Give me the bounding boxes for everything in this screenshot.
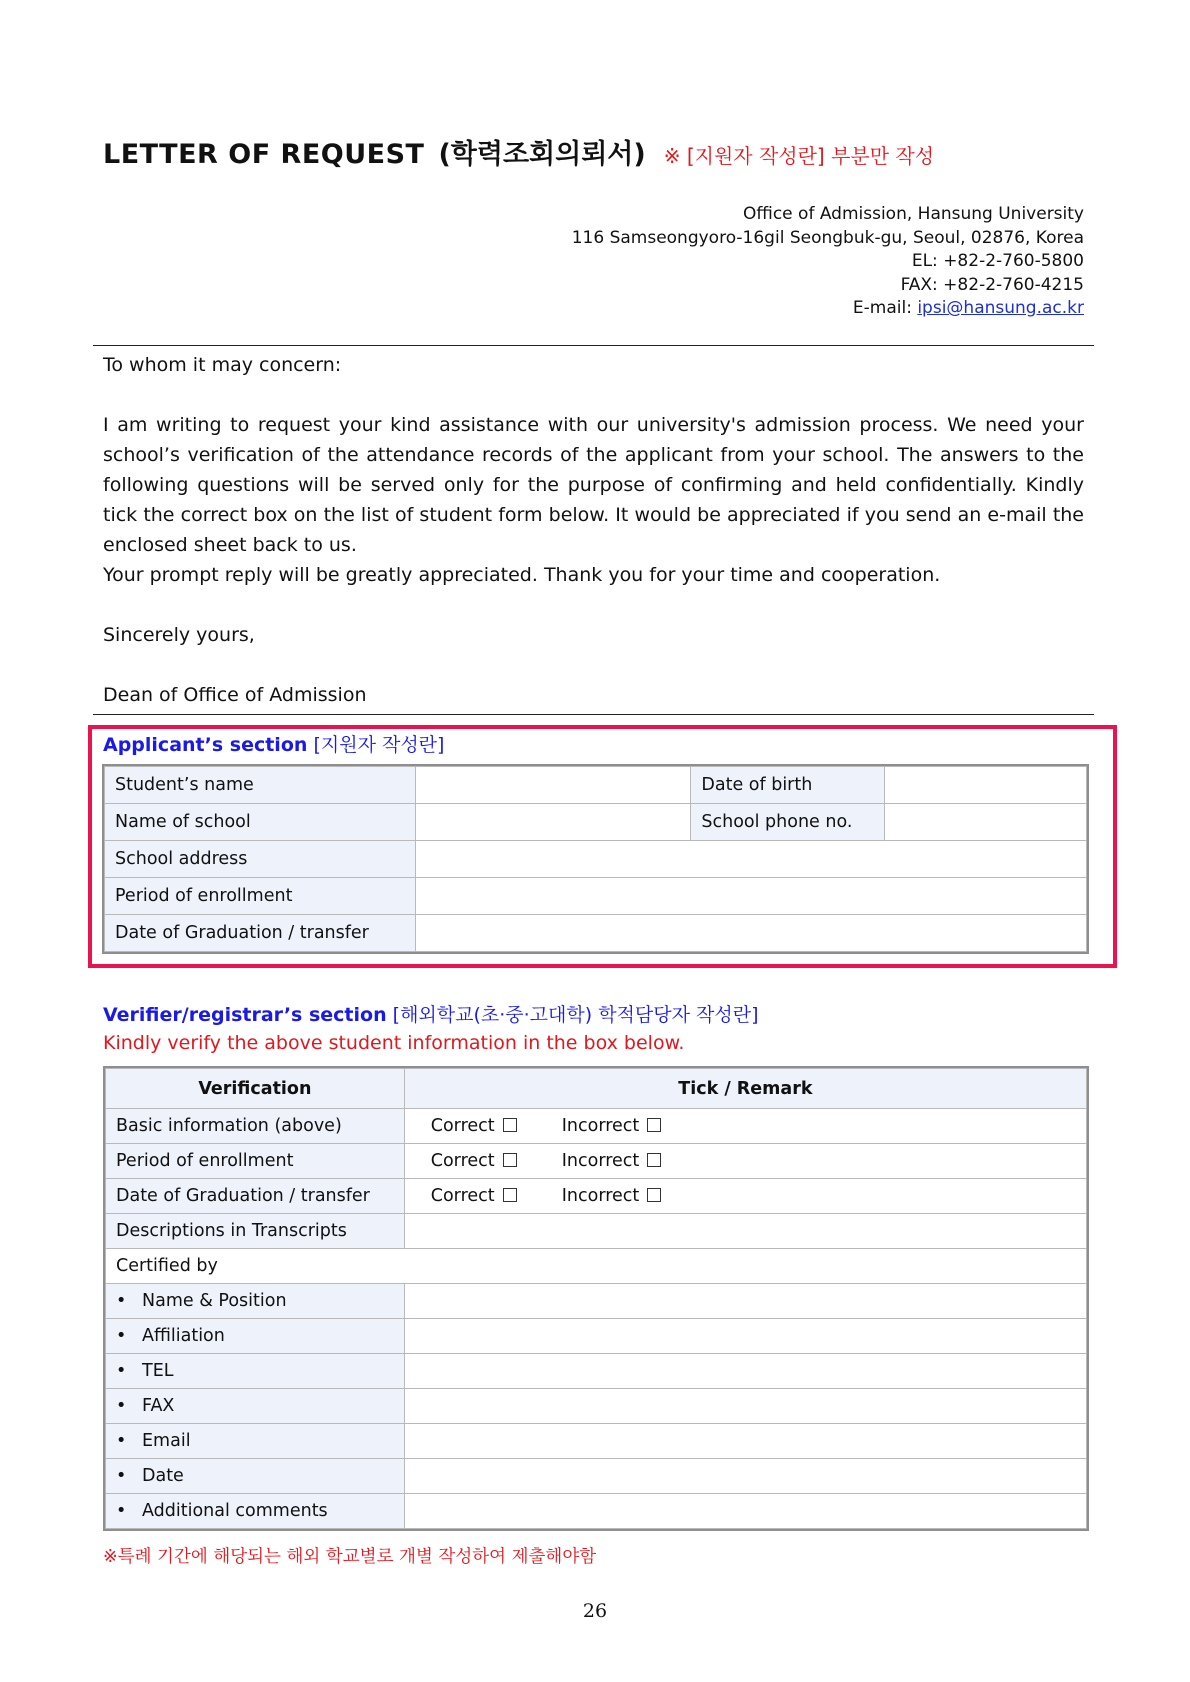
- table-row: [106, 1319, 1087, 1354]
- table-row: [106, 1179, 1087, 1214]
- row-label-additional-comments: • Additional comments: [106, 1494, 405, 1529]
- row-label-period-enrollment: Period of enrollment: [106, 1144, 405, 1179]
- input-additional-comments[interactable]: [404, 1494, 1086, 1529]
- input-tel[interactable]: [404, 1354, 1086, 1389]
- table-row: [106, 1424, 1087, 1459]
- verifier-heading-kr: [해외학교(초·중·고대학) 학적담당자 작성란]: [392, 1004, 759, 1026]
- row-label-date-graduation: Date of Graduation / transfer: [106, 1179, 405, 1214]
- incorrect-option[interactable]: Incorrect: [546, 1186, 677, 1206]
- row-label-certified-by: Certified by: [106, 1249, 1087, 1284]
- bullet-icon: •: [116, 1361, 127, 1381]
- table-header-row: [106, 1069, 1087, 1109]
- incorrect-option[interactable]: Incorrect: [546, 1116, 677, 1136]
- table-row: [106, 1214, 1087, 1249]
- input-name-position[interactable]: [404, 1284, 1086, 1319]
- row-label-name-position: • Name & Position: [106, 1284, 405, 1319]
- footnote: ※특례 기간에 해당되는 해외 학교별로 개별 작성하여 제출해야함: [103, 1547, 597, 1567]
- salutation: To whom it may concern:: [103, 354, 342, 376]
- verifier-instruction: Kindly verify the above student information in the box below.: [103, 1032, 685, 1054]
- tick-cell: [404, 1179, 1086, 1214]
- correct-checkbox[interactable]: [503, 1118, 517, 1132]
- applicant-heading-kr: [지원자 작성란]: [313, 734, 445, 756]
- table-row: [106, 1284, 1087, 1319]
- applicant-heading-en: Applicant’s section: [103, 734, 308, 756]
- document-title: [103, 132, 934, 171]
- title-note: ※ [지원자 작성란] 부분만 작성: [663, 144, 935, 168]
- row-label-date: • Date: [106, 1459, 405, 1494]
- table-row: [106, 1494, 1087, 1529]
- incorrect-checkbox[interactable]: [647, 1153, 661, 1167]
- incorrect-checkbox[interactable]: [647, 1118, 661, 1132]
- title-korean: (학력조회의뢰서): [438, 139, 646, 170]
- input-affiliation[interactable]: [404, 1319, 1086, 1354]
- divider-top: [93, 345, 1094, 346]
- table-row: [106, 1389, 1087, 1424]
- input-descriptions[interactable]: [404, 1214, 1086, 1249]
- bullet-icon: •: [116, 1431, 127, 1451]
- bullet-icon: •: [116, 1466, 127, 1486]
- row-label-basic-info: Basic information (above): [106, 1109, 405, 1144]
- address-tel: EL: +82-2-760-5800: [911, 251, 1084, 271]
- address-line-office: Office of Admission, Hansung University: [743, 204, 1084, 224]
- bullet-icon: •: [116, 1501, 127, 1521]
- address-email: [572, 297, 1084, 321]
- input-school-phone[interactable]: [885, 804, 1087, 841]
- title-english: LETTER OF REQUEST: [103, 139, 425, 170]
- table-row: [105, 767, 1087, 804]
- table-row: [105, 841, 1087, 878]
- address-line-street: 116 Samseongyoro-16gil Seongbuk-gu, Seoul, 02876, Korea: [571, 227, 1084, 248]
- applicant-heading: [103, 730, 444, 757]
- input-school-address[interactable]: [415, 841, 1086, 878]
- table-row: [106, 1459, 1087, 1494]
- input-date-of-birth[interactable]: [885, 767, 1087, 804]
- bullet-icon: •: [116, 1396, 127, 1416]
- input-fax[interactable]: [404, 1389, 1086, 1424]
- label-school-address: School address: [105, 841, 416, 878]
- correct-option[interactable]: Correct: [415, 1116, 546, 1136]
- correct-option[interactable]: Correct: [415, 1186, 546, 1206]
- letter-paragraph-2: Your prompt reply will be greatly appreciated. Thank you for your time and cooperation.: [103, 564, 941, 586]
- table-row: [106, 1354, 1087, 1389]
- tick-cell: [404, 1109, 1086, 1144]
- input-student-name[interactable]: [415, 767, 691, 804]
- table-row: [106, 1249, 1087, 1284]
- row-label-fax: • FAX: [106, 1389, 405, 1424]
- table-row: [105, 878, 1087, 915]
- address-fax: FAX: +82-2-760-4215: [900, 274, 1084, 295]
- table-row: [105, 915, 1087, 952]
- applicant-table: [104, 766, 1087, 952]
- row-label-descriptions: Descriptions in Transcripts: [106, 1214, 405, 1249]
- bullet-icon: •: [116, 1291, 127, 1311]
- tick-cell: [404, 1144, 1086, 1179]
- email-label: E-mail:: [852, 298, 912, 318]
- table-row: [106, 1144, 1087, 1179]
- closing: Sincerely yours,: [103, 624, 255, 646]
- divider-middle: [93, 714, 1094, 715]
- column-tick-remark: Tick / Remark: [404, 1069, 1086, 1109]
- input-email[interactable]: [404, 1424, 1086, 1459]
- incorrect-checkbox[interactable]: [647, 1188, 661, 1202]
- signature: Dean of Office of Admission: [103, 684, 367, 706]
- row-label-email: • Email: [106, 1424, 405, 1459]
- table-row: [105, 804, 1087, 841]
- label-name-of-school: Name of school: [105, 804, 416, 841]
- letter-body: [103, 350, 1084, 710]
- letter-paragraph: I am writing to request your kind assistance with our university's admission process. We need your school’s verification of the attendance records of the applicant from your school. The answers to the following questions will be served only for the purpose of confirming and held confidentially. Kindly tick the correct box on the list of student form below. It would be appreciated if you send an e-mail the enclosed sheet back to us.: [103, 414, 1084, 556]
- table-row: [106, 1109, 1087, 1144]
- row-label-affiliation: • Affiliation: [106, 1319, 405, 1354]
- label-date-graduation: Date of Graduation / transfer: [105, 915, 416, 952]
- verifier-heading-en: Verifier/registrar’s section: [103, 1004, 387, 1026]
- input-name-of-school[interactable]: [415, 804, 691, 841]
- office-address: [572, 203, 1084, 321]
- verification-table: [105, 1068, 1087, 1529]
- verifier-heading: [103, 1000, 758, 1027]
- label-school-phone: School phone no.: [691, 804, 885, 841]
- correct-checkbox[interactable]: [503, 1153, 517, 1167]
- input-date[interactable]: [404, 1459, 1086, 1494]
- incorrect-option[interactable]: Incorrect: [546, 1151, 677, 1171]
- row-label-tel: • TEL: [106, 1354, 405, 1389]
- label-period-enrollment: Period of enrollment: [105, 878, 416, 915]
- input-period-enrollment[interactable]: [415, 878, 1086, 915]
- correct-checkbox[interactable]: [503, 1188, 517, 1202]
- email-link[interactable]: ipsi@hansung.ac.kr: [917, 298, 1084, 318]
- column-verification: Verification: [106, 1069, 405, 1109]
- label-date-of-birth: Date of birth: [691, 767, 885, 804]
- bullet-icon: •: [116, 1326, 127, 1346]
- label-student-name: Student’s name: [105, 767, 416, 804]
- correct-option[interactable]: Correct: [415, 1151, 546, 1171]
- page-number: 26: [582, 1600, 608, 1622]
- input-date-graduation[interactable]: [415, 915, 1086, 952]
